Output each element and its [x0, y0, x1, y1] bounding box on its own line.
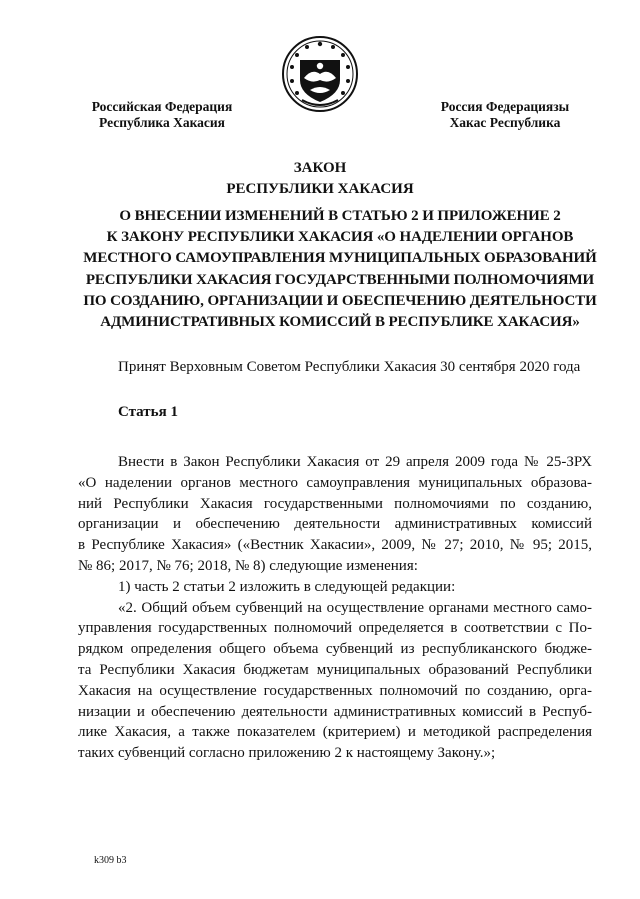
- subject-line: К ЗАКОНУ РЕСПУБЛИКИ ХАКАСИЯ «О НАДЕЛЕНИИ ОРГАНОВ: [106, 229, 574, 246]
- article-body: [78, 452, 592, 764]
- header-left: [82, 99, 242, 131]
- body-line: таких субвенций согласно приложению 2 к настоящему Закону.»;: [78, 745, 496, 762]
- law-subject-title: [70, 206, 610, 333]
- header-right: [430, 99, 580, 131]
- header-right-line-2: Хакас Республика: [449, 115, 561, 130]
- body-line: № 86; 2017, № 76; 2018, № 8) следующие изменения:: [78, 557, 418, 574]
- subject-line: АДМИНИСТРАТИВНЫХ КОМИССИЙ В РЕСПУБЛИКЕ ХАКАСИЯ»: [100, 314, 580, 331]
- footer-code: k309 b3: [94, 855, 127, 866]
- subject-line: РЕСПУБЛИКИ ХАКАСИЯ ГОСУДАРСТВЕННЫМИ ПОЛНОМОЧИЯМИ: [85, 271, 595, 288]
- body-line: в Республике Хакасия» («Вестник Хакасии», 2009, № 27; 2010, № 95; 2015,: [78, 537, 592, 554]
- body-line: та Республики Хакасия бюджетам муниципальных образований Республики: [78, 661, 592, 678]
- subject-line: МЕСТНОГО САМОУПРАВЛЕНИЯ МУНИЦИПАЛЬНЫХ ОБРАЗОВАНИЙ: [83, 250, 597, 267]
- body-line: лике Хакасия, а также показателем (критерием) и методикой распределения: [78, 724, 592, 741]
- coat-of-arms-emblem: [280, 34, 360, 114]
- body-line: низации и обеспечению деятельности административных комиссий в Респуб-: [78, 703, 592, 720]
- header-left-line-2: Республика Хакасия: [99, 115, 225, 130]
- header-left-line-1: Российская Федерация: [91, 99, 233, 114]
- document-issuer: РЕСПУБЛИКИ ХАКАСИЯ: [226, 181, 414, 197]
- body-line: «2. Общий объем субвенций на осуществление органами местного само-: [118, 599, 592, 616]
- body-line: рядком определения общего объема субвенций из республиканского бюдже-: [78, 641, 592, 658]
- body-line: ний Республики Хакасия государственными полномочиями по созданию,: [78, 495, 592, 512]
- article-heading: Статья 1: [118, 404, 178, 420]
- header-right-line-1: Россия Федерациязы: [440, 99, 570, 114]
- document-type: ЗАКОН: [293, 160, 347, 176]
- body-line: «О наделении органов местного самоуправления муниципальных образова-: [78, 474, 592, 491]
- body-line: Хакасия на осуществление государственных полномочий по созданию, орга-: [78, 682, 592, 699]
- adoption-statement: Принят Верховным Советом Республики Хакасия 30 сентября 2020 года: [118, 359, 581, 375]
- subject-line: ПО СОЗДАНИЮ, ОРГАНИЗАЦИИ И ОБЕСПЕЧЕНИЮ ДЕЯТЕЛЬНОСТИ: [83, 292, 597, 309]
- body-line: 1) часть 2 статьи 2 изложить в следующей редакции:: [118, 578, 456, 595]
- body-line: Внести в Закон Республики Хакасия от 29 апреля 2009 года № 25-ЗРХ: [118, 454, 592, 470]
- body-line: управления государственных полномочий определяется в соответствии с По-: [78, 620, 592, 637]
- subject-line: О ВНЕСЕНИИ ИЗМЕНЕНИЙ В СТАТЬЮ 2 И ПРИЛОЖЕНИЕ 2: [119, 208, 561, 224]
- body-line: организации и обеспечению деятельности административных комиссий: [78, 516, 592, 533]
